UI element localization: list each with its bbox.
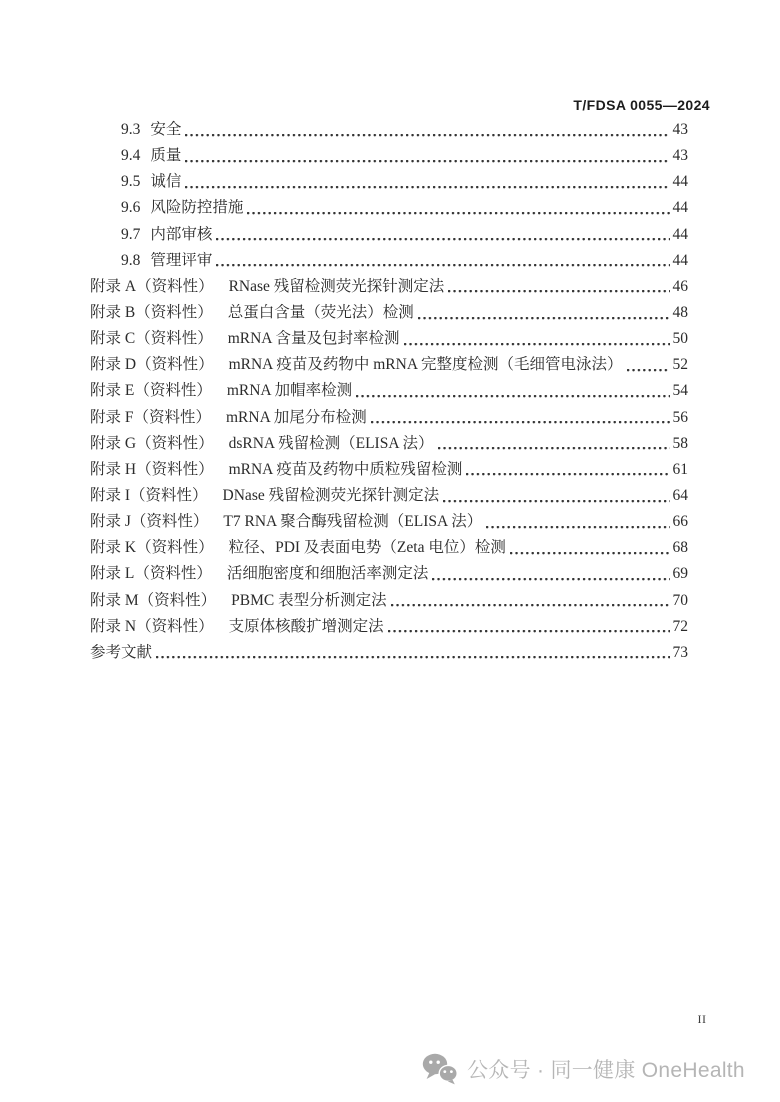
toc-entry-page: 73: [672, 643, 688, 661]
toc-entry-number: 9.4: [121, 147, 141, 165]
toc-entry-page: 43: [672, 121, 688, 138]
toc-entry-title: mRNA 疫苗及药物中质粒残留检测: [228, 460, 463, 478]
toc-entry-page: 44: [672, 251, 688, 269]
dot-leader: [354, 378, 669, 404]
toc-entry: [90, 535, 688, 561]
toc-entry-page: 46: [672, 277, 688, 295]
toc-entry-title: 总蛋白含量（荧光法）检测: [227, 303, 414, 321]
toc-entry: [90, 352, 688, 378]
toc-entry: [90, 117, 688, 143]
toc-entry-number: 9.7: [121, 225, 141, 243]
toc-entry-page: 52: [672, 356, 688, 374]
toc-entry-page: 70: [672, 591, 688, 609]
toc-entry-title: DNase 残留检测荧光探针测定法: [222, 486, 440, 504]
toc-entry-title: 活细胞密度和细胞活率测定法: [226, 565, 429, 583]
page-number: II: [697, 1012, 707, 1026]
dot-leader: [484, 509, 669, 535]
toc-entry-label: 附录 N（资料性）: [90, 617, 214, 635]
toc-list: [90, 117, 688, 666]
dot-leader: [214, 222, 669, 248]
toc-entry-label: 附录 M（资料性）: [90, 591, 217, 609]
toc-entry-page: 66: [672, 513, 688, 531]
toc-entry-number: 9.8: [121, 251, 141, 269]
toc-entry-page: 68: [672, 539, 688, 557]
toc-entry-number: 9.3: [121, 121, 141, 138]
toc-entry-label: 附录 D（资料性）: [90, 356, 214, 374]
toc-entry-label: 附录 H（资料性）: [90, 460, 214, 478]
toc-entry-page: 44: [672, 225, 688, 243]
toc-entry-title: 诚信: [150, 173, 182, 191]
dot-leader: [214, 248, 669, 274]
dot-leader: [369, 405, 670, 431]
toc-entry: [90, 300, 688, 326]
toc-entry-page: 56: [672, 408, 688, 426]
toc-entry-page: 69: [672, 565, 688, 583]
toc-entry-title: dsRNA 残留检测（ELISA 法）: [228, 434, 434, 452]
toc-entry-page: 54: [672, 382, 688, 400]
toc-entry-page: 44: [672, 199, 688, 217]
toc-entry: [90, 143, 688, 169]
toc-entry: [90, 222, 688, 248]
toc-entry: [90, 614, 688, 640]
toc-entry-title: mRNA 加尾分布检测: [226, 408, 367, 426]
dot-leader: [154, 640, 669, 666]
dot-leader: [430, 561, 669, 587]
toc-entry: [90, 326, 688, 352]
toc-entry-label: 附录 E（资料性）: [90, 382, 212, 400]
toc-entry-title: 内部审核: [150, 225, 213, 243]
toc-entry-page: 58: [672, 434, 688, 452]
toc-entry-page: 64: [672, 486, 688, 504]
toc-entry-page: 44: [672, 173, 688, 191]
toc-entry-title: 风险防控措施: [150, 199, 244, 217]
dot-leader: [508, 535, 670, 561]
toc-entry-label: 附录 J（资料性）: [90, 513, 209, 531]
toc-entry: [90, 509, 688, 535]
dot-leader: [416, 300, 670, 326]
toc-entry-label: 附录 G（资料性）: [90, 434, 214, 452]
toc-entry-page: 72: [672, 617, 688, 635]
toc-entry-label: 附录 B（资料性）: [90, 303, 213, 321]
dot-leader: [389, 588, 670, 614]
toc-entry: [90, 483, 688, 509]
toc-entry: [90, 640, 688, 666]
dot-leader: [183, 117, 669, 143]
toc-entry: [90, 195, 688, 221]
toc-entry-title: RNase 残留检测荧光探针测定法: [228, 277, 445, 295]
dot-leader: [245, 195, 669, 221]
toc-entry: [90, 457, 688, 483]
toc-entry: [90, 431, 688, 457]
toc-entry-title: 管理评审: [150, 251, 213, 269]
toc-entry-title: 安全: [150, 121, 182, 138]
toc-entry: [90, 248, 688, 274]
toc-entry-page: 50: [672, 330, 688, 348]
toc-entry-label: 附录 A（资料性）: [90, 277, 214, 295]
dot-leader: [436, 431, 670, 457]
dot-leader: [183, 169, 669, 195]
toc-entry-page: 43: [672, 147, 688, 165]
toc-entry-title: 参考文献: [90, 643, 153, 661]
wechat-watermark: [422, 1049, 745, 1089]
wechat-icon: [422, 1053, 458, 1085]
dot-leader: [386, 614, 670, 640]
toc-entry: [90, 169, 688, 195]
toc-entry-label: 附录 C（资料性）: [90, 330, 213, 348]
dot-leader: [625, 352, 670, 378]
toc-entry: [90, 274, 688, 300]
toc-entry-title: T7 RNA 聚合酶残留检测（ELISA 法）: [223, 513, 483, 531]
wechat-watermark-label: 公众号 · 同一健康 OneHealth: [467, 1059, 745, 1082]
toc-entry-title: mRNA 加帽率检测: [226, 382, 353, 400]
toc-entry-number: 9.5: [121, 173, 141, 191]
dot-leader: [441, 483, 669, 509]
toc-entry-title: 质量: [150, 147, 182, 165]
toc-entry-page: 61: [672, 460, 688, 478]
toc-entry-page: 48: [672, 303, 688, 321]
toc-entry-title: PBMC 表型分析测定法: [231, 591, 387, 609]
toc-entry-label: 附录 K（资料性）: [90, 539, 214, 557]
toc-entry-title: mRNA 含量及包封率检测: [227, 330, 400, 348]
toc-entry: [90, 405, 688, 431]
dot-leader: [183, 143, 669, 169]
toc-entry: [90, 378, 688, 404]
toc-entry-label: 附录 L（资料性）: [90, 565, 212, 583]
dot-leader: [402, 326, 670, 352]
dot-leader: [464, 457, 669, 483]
doc-code: T/FDSA 0055—2024: [573, 97, 710, 113]
toc-entry-label: 附录 I（资料性）: [90, 486, 208, 504]
toc-entry-number: 9.6: [121, 199, 141, 217]
toc-entry: [90, 588, 688, 614]
toc-entry: [90, 561, 688, 587]
toc-entry-label: 附录 F（资料性）: [90, 408, 211, 426]
toc-entry-title: 粒径、PDI 及表面电势（Zeta 电位）检测: [228, 539, 506, 557]
dot-leader: [446, 274, 669, 300]
toc-entry-title: 支原体核酸扩增测定法: [228, 617, 384, 635]
toc-entry-title: mRNA 疫苗及药物中 mRNA 完整度检测（毛细管电泳法）: [228, 356, 623, 374]
